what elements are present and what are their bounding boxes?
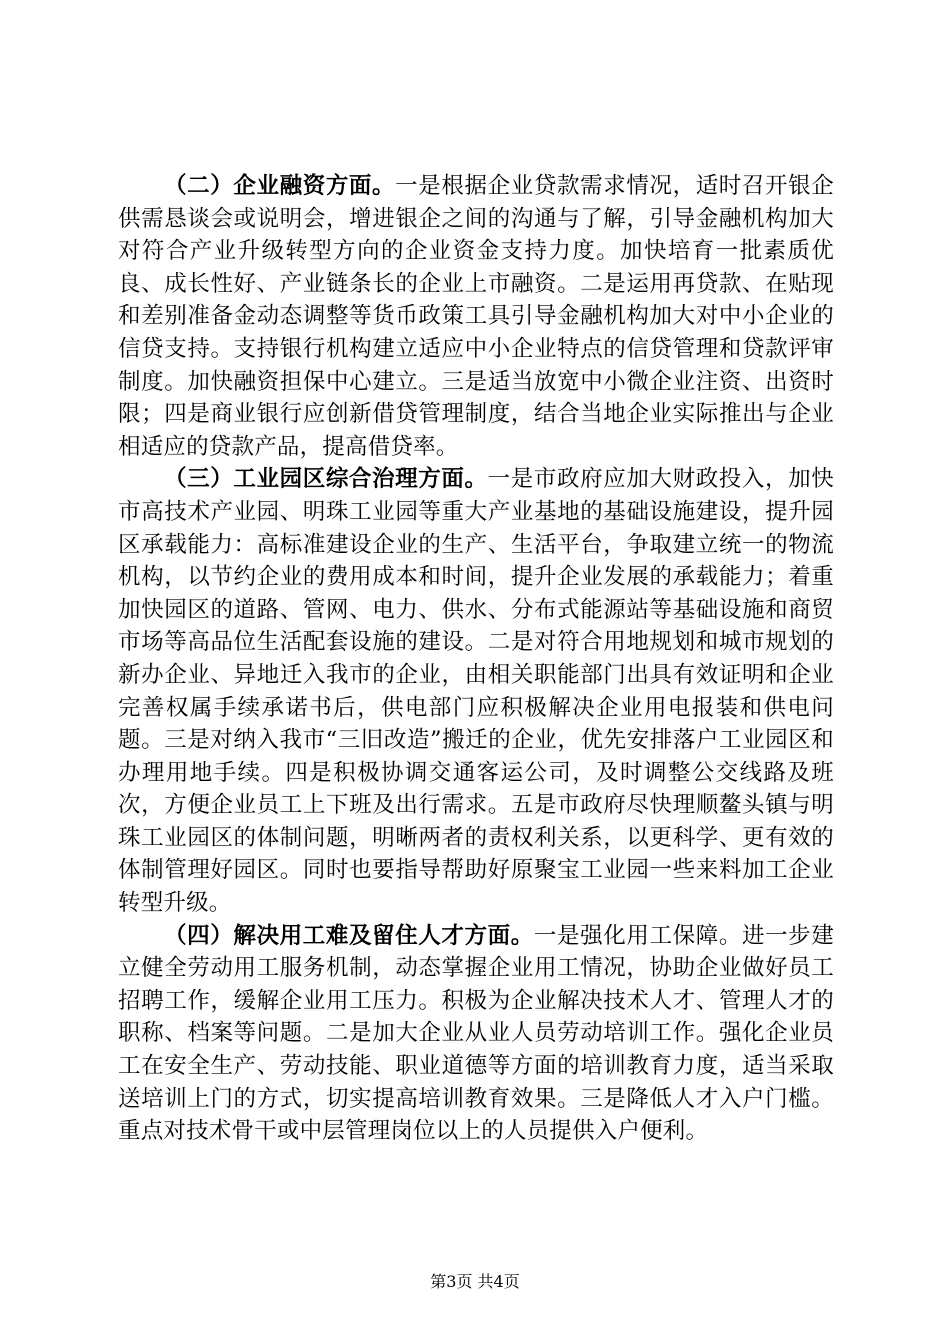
section-text-industrial-park: 一是市政府应加大财政投入，加快市高技术产业园、明珠工业园等重大产业基地的基础设施建设，提升园区承载能力：高标准建设企业的生产、生活平台，争取建立统一的物流机构，以节约企业的费用成本和时间，提升企业发展的承载能力；着重加快园区的道路、管网、电力、供水、分布式能源站等基础设施和商贸市场等高品位生活配套设施的建设。二是对符合用地规划和城市规划的新办企业、异地迁入我市的企业，由相关职能部门出具有效证明和企业完善权属手续承诺书后，供电部门应积极解决企业用电报装和供电问题。三是对纳入我市“三旧改造”搬迁的企业，优先安排落户工业园区和办理用地手续。四是积极协调交通客运公司，及时调整公交线路及班次，方便企业员工上下班及出行需求。五是市政府尽快理顺鳌头镇与明珠工业园区的体制问题，明晰两者的责权利关系，以更科学、更有效的体制管理好园区。同时也要指导帮助好原聚宝工业园一些来料加工企业转型升级。 bbox=[118, 466, 834, 917]
paragraph-labor-talent bbox=[118, 920, 834, 1148]
section-text-financing: 一是根据企业贷款需求情况，适时召开银企供需恳谈会或说明会，增进银企之间的沟通与了解，引导金融机构加大对符合产业升级转型方向的企业资金支持力度。加快培育一批素质优良、成长性好、产业链条长的企业上市融资。二是运用再贷款、在贴现和差别准备金动态调整等货币政策工具引导金融机构加大对中小企业的信贷支持。支持银行机构建立适应中小企业特点的信贷管理和贷款评审制度。加快融资担保中心建立。三是适当放宽中小微企业注资、出资时限；四是商业银行应创新借贷管理制度，结合当地企业实际推出与企业相适应的贷款产品，提高借贷率。 bbox=[118, 173, 834, 460]
page-footer: 第3页 共4页 bbox=[430, 1272, 520, 1291]
document-body bbox=[118, 170, 834, 1148]
paragraph-enterprise-financing bbox=[118, 170, 834, 463]
section-heading-labor-talent: （四）解决用工难及留住人才方面。 bbox=[164, 922, 534, 949]
section-heading-financing: （二）企业融资方面。 bbox=[164, 173, 396, 199]
section-text-labor-talent: 一是强化用工保障。进一步建立健全劳动用工服务机制，动态掌握企业用工情况，协助企业做好员工招聘工作，缓解企业用工压力。积极为企业解决技术人才、管理人才的职称、档案等问题。二是加大企业从业人员劳动培训工作。强化企业员工在安全生产、劳动技能、职业道德等方面的培训教育力度，适当采取送培训上门的方式，切实提高培训教育效果。三是降低人才入户门槛。重点对技术骨干或中层管理岗位以上的人员提供入户便利。 bbox=[118, 922, 835, 1145]
section-heading-industrial-park: （三）工业园区综合治理方面。 bbox=[164, 466, 488, 493]
paragraph-industrial-park bbox=[118, 463, 834, 919]
